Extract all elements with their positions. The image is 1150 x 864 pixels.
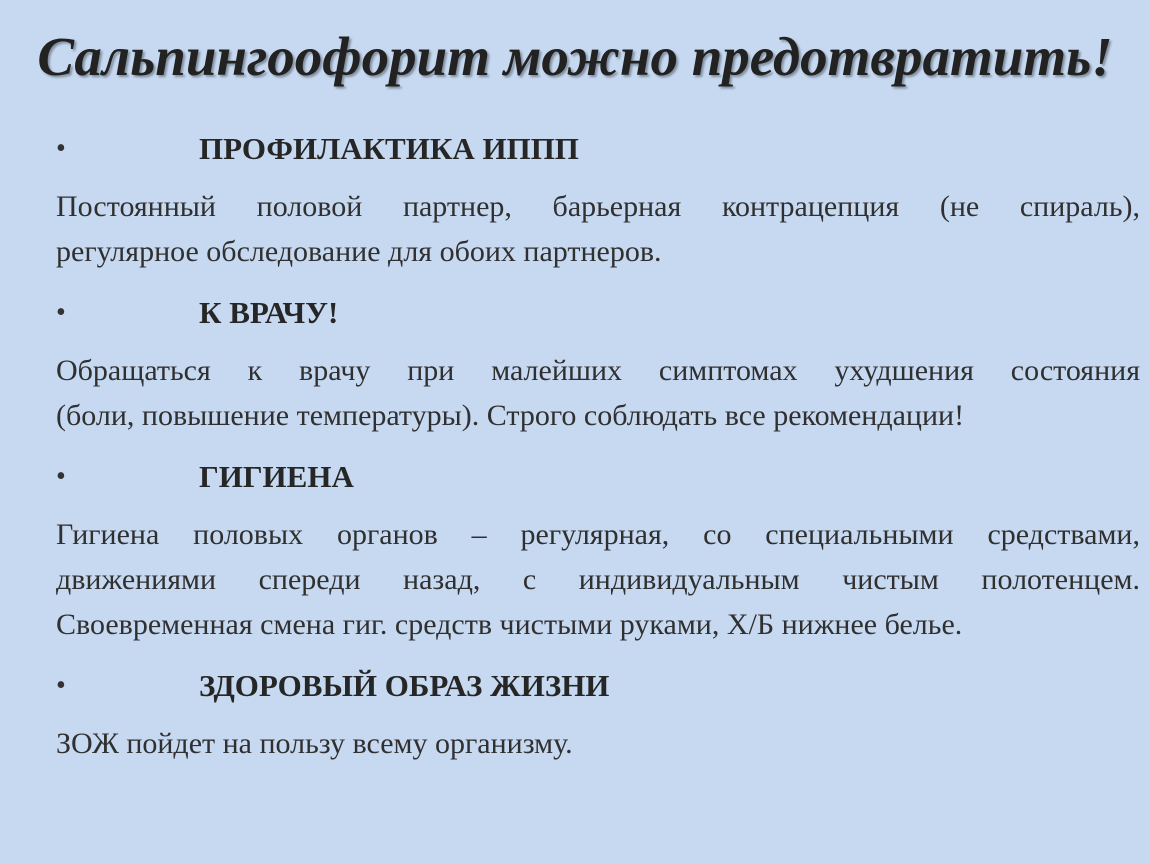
bullet-icon: • xyxy=(56,297,66,328)
bullet-icon: • xyxy=(56,461,66,492)
section-heading: К ВРАЧУ! xyxy=(199,295,339,330)
bullet-icon: • xyxy=(56,133,66,164)
paragraph-line: Своевременная смена гиг. средств чистыми руками, Х/Б нижнее белье. xyxy=(56,608,963,641)
paragraph-line: регулярное обследование для обоих партнеров. xyxy=(56,235,662,268)
bullet-icon: • xyxy=(56,670,66,701)
paragraph-line: (боли, повышение температуры). Строго соблюдать все рекомендации! xyxy=(56,399,965,432)
paragraph-line: Постоянный половой партнер, барьерная контрацепция (не спираль), xyxy=(56,190,1140,223)
slide-title: Сальпингоофорит можно предотвратить! xyxy=(37,26,1113,87)
section-healthy-lifestyle xyxy=(56,661,1140,766)
section-heading-row xyxy=(56,661,1140,711)
slide-content xyxy=(56,124,1140,780)
paragraph-line: движениями спереди назад, с индивидуальным чистым полотенцем. xyxy=(56,563,1140,596)
section-sti-prevention xyxy=(56,124,1140,274)
section-heading-row xyxy=(56,288,1140,338)
section-paragraph xyxy=(56,721,1140,766)
section-heading: ПРОФИЛАКТИКА ИППП xyxy=(199,131,579,166)
section-paragraph xyxy=(56,512,1140,647)
section-paragraph xyxy=(56,184,1140,274)
paragraph-line: Гигиена половых органов – регулярная, со специальными средствами, xyxy=(56,518,1140,551)
section-heading-row xyxy=(56,452,1140,502)
section-heading: ЗДОРОВЫЙ ОБРАЗ ЖИЗНИ xyxy=(199,668,610,703)
section-heading-row xyxy=(56,124,1140,174)
paragraph-line: ЗОЖ пойдет на пользу всему организму. xyxy=(56,727,573,760)
section-hygiene xyxy=(56,452,1140,647)
section-see-doctor xyxy=(56,288,1140,438)
section-heading: ГИГИЕНА xyxy=(199,459,354,494)
section-paragraph xyxy=(56,348,1140,438)
paragraph-line: Обращаться к врачу при малейших симптомах ухудшения состояния xyxy=(56,354,1140,387)
